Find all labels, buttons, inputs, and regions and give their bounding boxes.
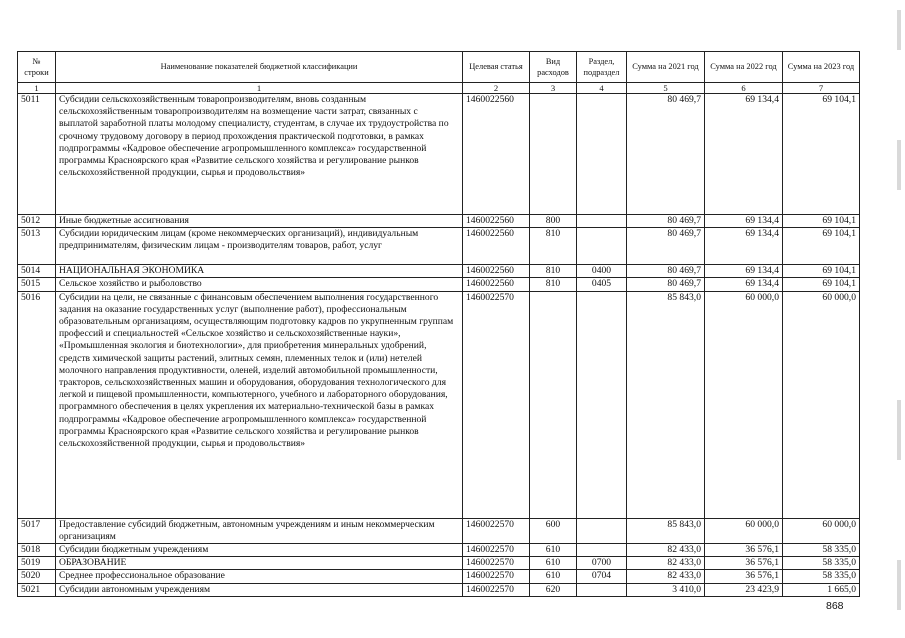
row-number: 5020: [18, 570, 56, 583]
table-row: [18, 544, 860, 557]
column-number: 3: [530, 83, 577, 94]
sum-2022: 69 134,4: [705, 228, 783, 265]
table-row: [18, 570, 860, 583]
section-code: 0704: [577, 570, 627, 583]
indicator-name: ОБРАЗОВАНИЕ: [56, 557, 463, 570]
sum-2023: 1 665,0: [783, 583, 860, 596]
scan-edge-mark: [897, 10, 901, 50]
expense-type: 620: [530, 583, 577, 596]
indicator-name: Сельское хозяйство и рыболовство: [56, 278, 463, 291]
indicator-name: Среднее профессиональное образование: [56, 570, 463, 583]
indicator-name: Иные бюджетные ассигнования: [56, 215, 463, 228]
sum-2023: 69 104,1: [783, 228, 860, 265]
sum-2022: 60 000,0: [705, 518, 783, 543]
sum-2021: 82 433,0: [627, 570, 705, 583]
table-row: [18, 291, 860, 518]
row-number: 5012: [18, 215, 56, 228]
sum-2022: 23 423,9: [705, 583, 783, 596]
header-sum-2022: Сумма на 2022 год: [705, 52, 783, 83]
budget-table: [17, 51, 860, 597]
column-number: 2: [463, 83, 530, 94]
column-number: 6: [705, 83, 783, 94]
table-row: [18, 583, 860, 596]
row-number: 5019: [18, 557, 56, 570]
sum-2023: 60 000,0: [783, 518, 860, 543]
table-row: [18, 278, 860, 291]
scan-edge-mark: [897, 400, 901, 460]
target-article: 1460022560: [463, 228, 530, 265]
indicator-name: НАЦИОНАЛЬНАЯ ЭКОНОМИКА: [56, 265, 463, 278]
header-row-number: № строки: [18, 52, 56, 83]
header-sum-2021: Сумма на 2021 год: [627, 52, 705, 83]
target-article: 1460022560: [463, 265, 530, 278]
sum-2021: 82 433,0: [627, 544, 705, 557]
sum-2022: 36 576,1: [705, 544, 783, 557]
expense-type: [530, 94, 577, 215]
row-number: 5015: [18, 278, 56, 291]
section-code: [577, 94, 627, 215]
scan-edge-mark: [897, 560, 901, 610]
indicator-name: Субсидии сельскохозяйственным товаропроизводителям, вновь созданным сельскохозяйственным товаропроизводителям на возмещение части затрат, связанных с выплатой заработной платы молодому специалисту, студентам, в случае их трудоустройства по срочному трудовому договору в период прохождения практической подготовки, в рамках подпрограммы «Кадровое обеспечение агропромышленного комплекса» государственной программы Красноярского края «Развитие сельского хозяйства и регулирование рынков сельскохозяйственной продукции, сырья и продовольствия»: [56, 94, 463, 215]
expense-type: 610: [530, 570, 577, 583]
expense-type: 810: [530, 228, 577, 265]
section-code: [577, 518, 627, 543]
table-row: [18, 557, 860, 570]
column-number-row: [18, 83, 860, 94]
sum-2023: 58 335,0: [783, 570, 860, 583]
target-article: 1460022570: [463, 583, 530, 596]
page-number: 868: [826, 600, 844, 612]
sum-2021: 82 433,0: [627, 557, 705, 570]
header-section: Раздел, подраздел: [577, 52, 627, 83]
sum-2023: 69 104,1: [783, 265, 860, 278]
section-code: 0400: [577, 265, 627, 278]
section-code: 0405: [577, 278, 627, 291]
target-article: 1460022570: [463, 291, 530, 518]
sum-2022: 36 576,1: [705, 557, 783, 570]
sum-2023: 69 104,1: [783, 215, 860, 228]
expense-type: 610: [530, 557, 577, 570]
indicator-name: Субсидии автономным учреждениям: [56, 583, 463, 596]
sum-2022: 69 134,4: [705, 94, 783, 215]
sum-2022: 69 134,4: [705, 265, 783, 278]
expense-type: 810: [530, 265, 577, 278]
sum-2021: 80 469,7: [627, 215, 705, 228]
table-row: [18, 228, 860, 265]
sum-2021: 80 469,7: [627, 265, 705, 278]
sum-2021: 85 843,0: [627, 518, 705, 543]
sum-2022: 36 576,1: [705, 570, 783, 583]
target-article: 1460022570: [463, 570, 530, 583]
row-number: 5016: [18, 291, 56, 518]
row-number: 5021: [18, 583, 56, 596]
sum-2023: 60 000,0: [783, 291, 860, 518]
sum-2023: 69 104,1: [783, 94, 860, 215]
section-code: [577, 228, 627, 265]
section-code: [577, 215, 627, 228]
sum-2023: 58 335,0: [783, 557, 860, 570]
table-row: [18, 215, 860, 228]
column-number: 1: [18, 83, 56, 94]
column-number: 4: [577, 83, 627, 94]
table-row: [18, 94, 860, 215]
row-number: 5018: [18, 544, 56, 557]
row-number: 5013: [18, 228, 56, 265]
sum-2023: 69 104,1: [783, 278, 860, 291]
sum-2022: 69 134,4: [705, 278, 783, 291]
indicator-name: Субсидии юридическим лицам (кроме некоммерческих организаций), индивидуальным предпринимателям, физическим лицам - производителям товаров, работ, услуг: [56, 228, 463, 265]
scan-edge-mark: [897, 140, 901, 190]
expense-type: 800: [530, 215, 577, 228]
target-article: 1460022570: [463, 544, 530, 557]
sum-2021: 80 469,7: [627, 94, 705, 215]
sum-2022: 69 134,4: [705, 215, 783, 228]
sum-2021: 80 469,7: [627, 228, 705, 265]
expense-type: 600: [530, 518, 577, 543]
target-article: 1460022560: [463, 278, 530, 291]
target-article: 1460022570: [463, 557, 530, 570]
table-header-row: [18, 52, 860, 83]
section-code: [577, 583, 627, 596]
indicator-name: Субсидии на цели, не связанные с финансовым обеспечением выполнения государственного задания на оказание государственных услуг (выполнение работ), профессиональным образовательным организациям, осуществляющим подготовку кадров по укрупненным группам профессий и специальностей «Сельское хозяйство и сельскохозяйственные науки», «Промышленная экология и биотехнологии», для приобретения минеральных удобрений, средств химической защиты растений, элитных семян, племенных телок и (или) нетелей молочного направления продуктивности, оленей, изделий автомобильной промышленности, тракторов, сельскохозяйственных машин и оборудования, оборудования технологического для легкой и пищевой промышленности, компьютерного, учебного и лабораторного оборудования, программного обеспечения в целях укрепления их материально-технической базы в рамках подпрограммы «Кадровое обеспечение агропромышленного комплекса» государственной программы Красноярского края «Развитие сельского хозяйства и регулирование рынков сельскохозяйственной продукции, сырья и продовольствия»: [56, 291, 463, 518]
section-code: [577, 544, 627, 557]
row-number: 5014: [18, 265, 56, 278]
row-number: 5017: [18, 518, 56, 543]
header-target-article: Целевая статья: [463, 52, 530, 83]
sum-2021: 85 843,0: [627, 291, 705, 518]
section-code: 0700: [577, 557, 627, 570]
column-number: 1: [56, 83, 463, 94]
header-sum-2023: Сумма на 2023 год: [783, 52, 860, 83]
indicator-name: Субсидии бюджетным учреждениям: [56, 544, 463, 557]
target-article: 1460022570: [463, 518, 530, 543]
header-expense-type: Вид расходов: [530, 52, 577, 83]
target-article: 1460022560: [463, 215, 530, 228]
section-code: [577, 291, 627, 518]
expense-type: 810: [530, 278, 577, 291]
table-row: [18, 265, 860, 278]
column-number: 7: [783, 83, 860, 94]
row-number: 5011: [18, 94, 56, 215]
sum-2021: 80 469,7: [627, 278, 705, 291]
sum-2022: 60 000,0: [705, 291, 783, 518]
expense-type: [530, 291, 577, 518]
column-number: 5: [627, 83, 705, 94]
sum-2021: 3 410,0: [627, 583, 705, 596]
target-article: 1460022560: [463, 94, 530, 215]
expense-type: 610: [530, 544, 577, 557]
table-row: [18, 518, 860, 543]
sum-2023: 58 335,0: [783, 544, 860, 557]
header-indicator-name: Наименование показателей бюджетной классификации: [56, 52, 463, 83]
indicator-name: Предоставление субсидий бюджетным, автономным учреждениям и иным некоммерческим организациям: [56, 518, 463, 543]
